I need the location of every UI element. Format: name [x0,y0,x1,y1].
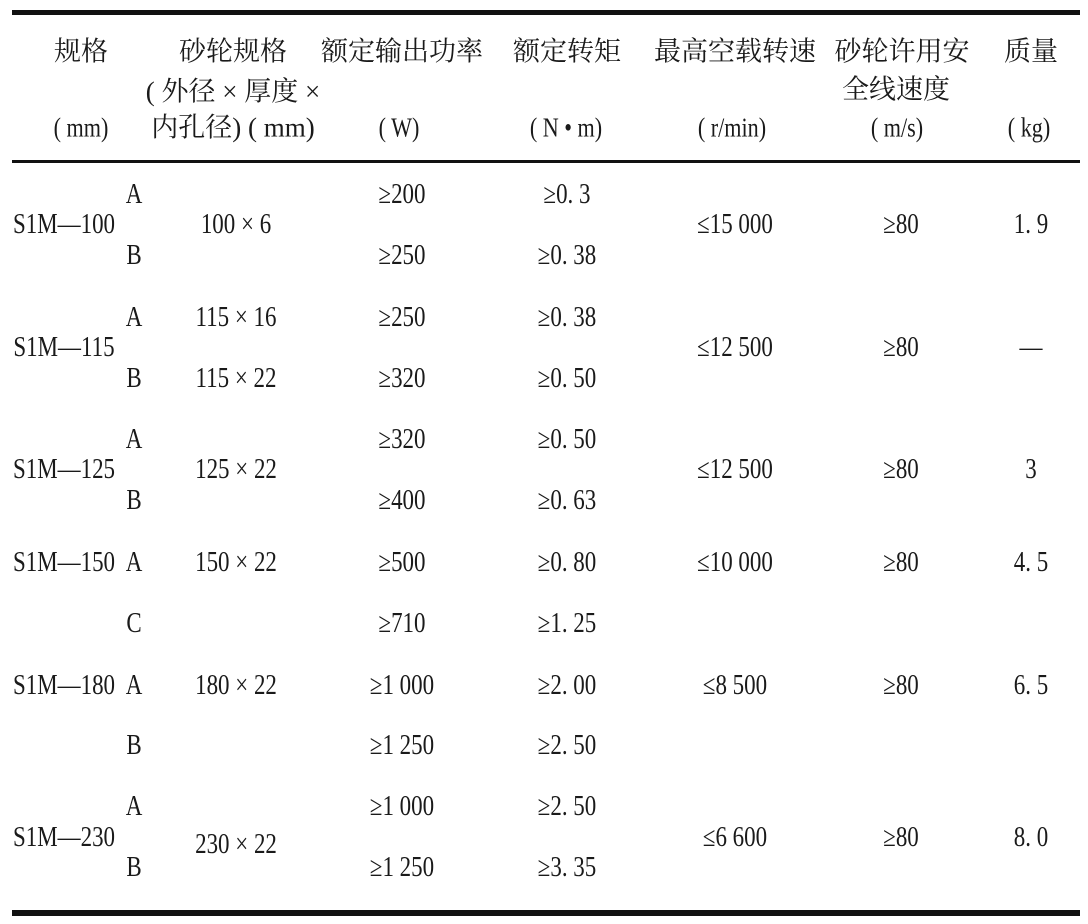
wheel-spec-cell: 180 × 22 [195,670,277,701]
speed-cell: ≤8 500 [702,670,768,701]
model-cell: S1M—125 [12,454,116,485]
wheel-spec-cell: 150 × 22 [195,547,277,578]
speed-cell: ≤15 000 [697,209,773,240]
torque-cell: ≥0. 50 [537,424,597,455]
speed-cell: ≤6 600 [702,822,768,853]
header-spec-unit: ( mm) [53,112,109,143]
type-cell: C [126,608,142,639]
type-cell: B [126,363,142,394]
header-safe-line2: 全线速度 [842,74,950,105]
safe-speed-cell: ≥80 [883,209,919,240]
mass-cell: 6. 5 [1013,670,1049,701]
header-wheel-line1: 砂轮规格 [179,36,287,67]
header-wheel-line3: 内孔径) ( mm) [151,112,315,143]
mass-cell: 8. 0 [1013,822,1049,853]
safe-speed-cell: ≥80 [883,822,919,853]
mass-cell: 3 [1025,454,1037,485]
torque-cell: ≥0. 38 [537,302,597,333]
header-safe-unit: ( m/s) [870,112,924,143]
speed-cell: ≤12 500 [697,454,773,485]
type-cell: B [126,852,142,883]
safe-speed-cell: ≥80 [883,547,919,578]
power-cell: ≥400 [378,485,426,516]
type-cell: B [126,485,142,516]
type-cell: B [126,240,142,271]
mass-cell: 4. 5 [1013,547,1049,578]
header-torque-unit: ( N • m) [529,112,603,143]
safe-speed-cell: ≥80 [883,332,919,363]
type-cell: A [125,302,143,333]
torque-cell: ≥2. 50 [537,791,597,822]
table-bottom-rule [12,910,1080,916]
torque-cell: ≥2. 00 [537,670,597,701]
model-cell: S1M—150 [12,547,116,578]
model-cell: S1M—115 [13,332,115,363]
table-header-rule [12,160,1080,163]
torque-cell: ≥2. 50 [537,730,597,761]
wheel-spec-cell: 230 × 22 [195,829,277,860]
torque-cell: ≥0. 38 [537,240,597,271]
type-cell: A [125,791,143,822]
speed-cell: ≤12 500 [697,332,773,363]
speed-cell: ≤10 000 [697,547,773,578]
header-spec: 规格 [54,36,108,67]
mass-cell: — [1019,332,1043,363]
mass-cell: 1. 9 [1013,209,1049,240]
torque-cell: ≥0. 3 [543,179,591,210]
power-cell: ≥320 [378,424,426,455]
type-cell: A [125,670,143,701]
torque-cell: ≥0. 80 [537,547,597,578]
type-cell: A [125,424,143,455]
header-mass: 质量 [1004,36,1058,67]
wheel-spec-cell: 115 × 22 [195,363,277,394]
header-speed-unit: ( r/min) [697,112,767,143]
header-wheel-line2: ( 外径 × 厚度 × [145,76,321,107]
power-cell: ≥1 000 [369,670,435,701]
power-cell: ≥200 [378,179,426,210]
power-cell: ≥250 [378,302,426,333]
wheel-spec-cell: 100 × 6 [200,209,272,240]
safe-speed-cell: ≥80 [883,454,919,485]
torque-cell: ≥0. 50 [537,363,597,394]
header-power: 额定输出功率 [321,36,483,67]
table-top-rule [12,10,1080,15]
header-speed: 最高空载转速 [654,36,816,67]
power-cell: ≥1 000 [369,791,435,822]
torque-cell: ≥3. 35 [537,852,597,883]
header-mass-unit: ( kg) [1007,112,1051,143]
model-cell: S1M—180 [12,670,116,701]
wheel-spec-cell: 125 × 22 [195,454,277,485]
wheel-spec-cell: 115 × 16 [195,302,277,333]
type-cell: A [125,179,143,210]
header-safe-line1: 砂轮许用安 [834,36,970,67]
header-torque: 额定转矩 [513,36,621,67]
torque-cell: ≥1. 25 [537,608,597,639]
power-cell: ≥320 [378,363,426,394]
power-cell: ≥1 250 [369,730,435,761]
type-cell: A [125,547,143,578]
model-cell: S1M—100 [12,209,116,240]
model-cell: S1M—230 [12,822,116,853]
power-cell: ≥500 [378,547,426,578]
header-power-unit: ( W) [378,112,420,143]
power-cell: ≥250 [378,240,426,271]
type-cell: B [126,730,142,761]
power-cell: ≥1 250 [369,852,435,883]
power-cell: ≥710 [378,608,426,639]
torque-cell: ≥0. 63 [537,485,597,516]
safe-speed-cell: ≥80 [883,670,919,701]
